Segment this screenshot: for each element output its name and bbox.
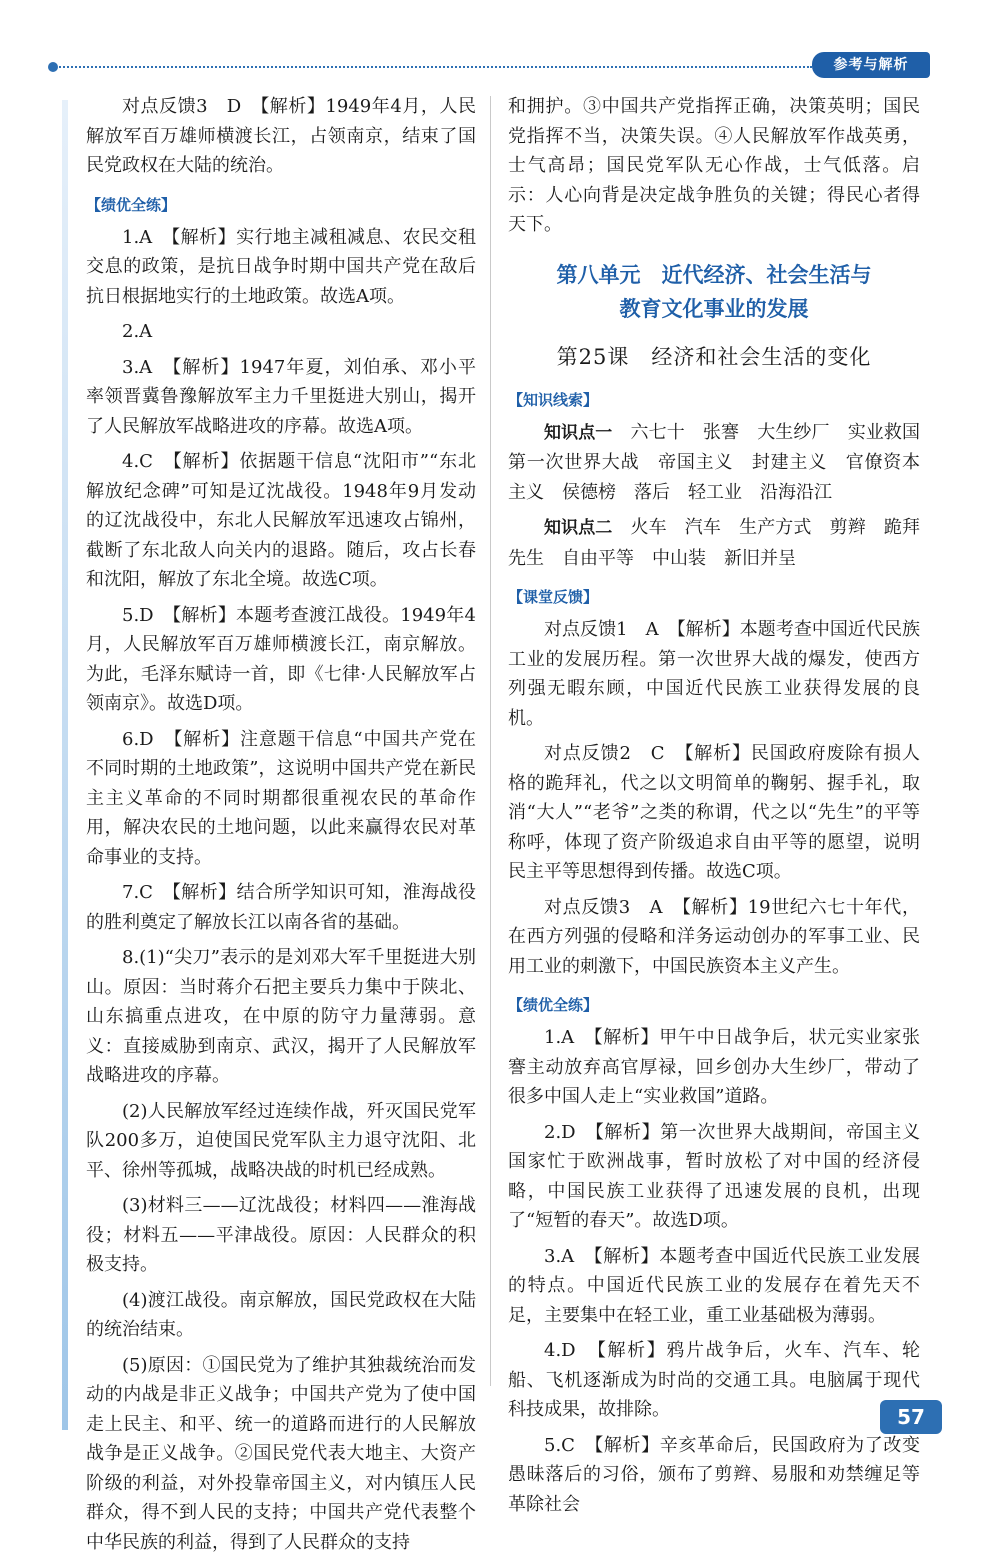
knowledge-point-text: 六七十 张謇 大生纱厂 实业救国 第一次世界大战 帝国主义 封建主义 官僚资本主义 侯德榜 落后 轻工业 沿海沿江 [508, 421, 939, 503]
answer-paragraph: 和拥护。③中国共产党指挥正确，决策英明；国民党指挥不当，决策失误。④人民解放军作战英勇，士气高昂；国民党军队无心作战，士气低落。启示：人心向背是决定战争胜负的关键；得民心者得天下。 [508, 96, 920, 235]
answer-paragraph: (5)原因：①国民党为了维护其独裁统治而发动的内战是非正义战争；中国共产党为了使中国走上民主、和平、统一的道路而进行的人民解放战争是正义战争。②国民党代表大地主、大资产阶级的利益，对外投靠帝国主义，对内镇压人民群众，得不到人民的支持；中国共产党代表整个中华民族的利益，得到了人民群众的支持 [86, 1354, 476, 1553]
answer-paragraph: (2)人民解放军经过连续作战，歼灭国民党军队200多万，迫使国民党军队主力退守沈阳、北平、徐州等孤城，战略决战的时机已经成熟。 [86, 1100, 476, 1181]
answer-paragraph: 5.C 【解析】辛亥革命后，民国政府为了改变愚昧落后的习俗，颁布了剪辫、易服和劝禁缠足等革除社会 [508, 1434, 920, 1515]
section-heading: 【知识线索】 [508, 390, 599, 409]
header-tab: 参考与解析 [812, 52, 930, 78]
knowledge-point-1 [508, 418, 939, 508]
answer-paragraph: 4.C 【解析】依据题干信息“沈阳市”“东北解放纪念碑”可知是辽沈战役。1948年9月发动的辽沈战役中，东北人民解放军迅速攻占锦州，截断了东北敌人向关内的退路。随后，攻占长春和沈阳，解放了东北全境。故选C项。 [86, 451, 476, 590]
knowledge-point-label: 知识点二 [544, 518, 613, 538]
section-heading: 【课堂反馈】 [508, 588, 599, 606]
header-dotted-rule [52, 66, 812, 68]
answer-paragraph: 1.A 【解析】甲午中日战争后，状元实业家张謇主动放弃高官厚禄，回乡创办大生纱厂，带动了很多中国人走上“实业救国”道路。 [508, 1027, 920, 1107]
lesson-title: 第25课 经济和社会生活的变化 [556, 344, 872, 369]
answer-paragraph: 对点反馈3 D 【解析】1949年4月，人民解放军百万雄师横渡长江，占领南京，结束了国民党政权在大陆的统治。 [86, 96, 476, 176]
answer-paragraph: (4)渡江战役。南京解放，国民党政权在大陆的统治结束。 [86, 1289, 476, 1340]
answer-paragraph: 5.D 【解析】本题考查渡江战役。1949年4月，人民解放军百万雄师横渡长江，南京解放。为此，毛泽东赋诗一首，即《七律·人民解放军占领南京》。故选D项。 [86, 604, 476, 714]
answer-paragraph: 2.D 【解析】第一次世界大战期间，帝国主义国家忙于欧洲战事，暂时放松了对中国的经济侵略，中国民族工业获得了迅速发展的良机，出现了“短暂的春天”。故选D项。 [508, 1121, 920, 1231]
answer-paragraph: 7.C 【解析】结合所学知识可知，淮海战役的胜利奠定了解放长江以南各省的基础。 [86, 882, 476, 933]
answer-paragraph: 8.(1)“尖刀”表示的是刘邓大军千里挺进大别山。原因：当时蒋介石把主要兵力集中于陕北、山东搞重点进攻，在中原的防守力量薄弱。意义：直接威胁到南京、武汉，揭开了人民解放军战略进攻的序幕。 [86, 947, 476, 1086]
answer-paragraph: 对点反馈1 A 【解析】本题考查中国近代民族工业的发展历程。第一次世界大战的爆发，使西方列强无暇东顾，中国近代民族工业获得发展的良机。 [508, 619, 920, 729]
left-column [86, 92, 476, 1563]
answer-paragraph: 对点反馈2 C 【解析】民国政府废除有损人格的跪拜礼，代之以文明简单的鞠躬、握手礼，取消“大人”“老爷”之类的称谓，代之以“先生”的平等称呼，体现了资产阶级追求自由平等的愿望，说明民主平等思想得到传播。故选C项。 [508, 743, 920, 882]
margin-color-strip [62, 100, 68, 1430]
answer-paragraph: (3)材料三——辽沈战役；材料四——淮海战役；材料五——平津战役。原因：人民群众的积极支持。 [86, 1195, 476, 1275]
unit-title-line-2: 教育文化事业的发展 [619, 296, 809, 321]
answer-paragraph: 3.A 【解析】本题考查中国近代民族工业发展的特点。中国近代民族工业的发展存在着先天不足，主要集中在轻工业，重工业基础极为薄弱。 [508, 1245, 920, 1326]
answer-paragraph: 6.D 【解析】注意题干信息“中国共产党在不同时期的土地政策”，这说明中国共产党在新民主主义革命的不同时期都很重视农民的革命作用，解决农民的土地问题，以此来赢得农民对革命事业的支持。 [86, 728, 476, 868]
knowledge-point-2 [508, 513, 939, 573]
column-divider [490, 96, 491, 1386]
answer-paragraph: 2.A [122, 321, 153, 342]
answer-paragraph: 对点反馈3 A 【解析】19世纪六七十年代，在西方列强的侵略和洋务运动创办的军事工业、民用工业的刺激下，中国民族资本主义产生。 [508, 896, 920, 977]
section-heading: 【绩优全练】 [508, 996, 599, 1014]
answer-paragraph: 1.A 【解析】实行地主减租减息、农民交租交息的政策，是抗日战争时期中国共产党在敌后抗日根据地实行的土地政策。故选A项。 [86, 226, 476, 307]
knowledge-point-label: 知识点一 [544, 422, 613, 443]
answer-paragraph: 3.A 【解析】1947年夏，刘伯承、邓小平率领晋冀鲁豫解放军主力千里挺进大别山，揭开了人民解放军战略进攻的序幕。故选A项。 [86, 356, 476, 437]
unit-title-line-1: 第八单元 近代经济、社会生活与 [556, 262, 872, 287]
right-column [508, 92, 939, 1525]
knowledge-point-text: 火车 汽车 生产方式 剪辫 跪拜 先生 自由平等 中山装 新旧并呈 [508, 517, 939, 569]
unit-title [508, 258, 920, 326]
page-number: 57 [880, 1400, 942, 1434]
section-heading: 【绩优全练】 [86, 195, 177, 214]
answer-paragraph: 4.D 【解析】鸦片战争后，火车、汽车、轮船、飞机逐渐成为时尚的交通工具。电脑属于现代科技成果，故排除。 [508, 1340, 920, 1420]
